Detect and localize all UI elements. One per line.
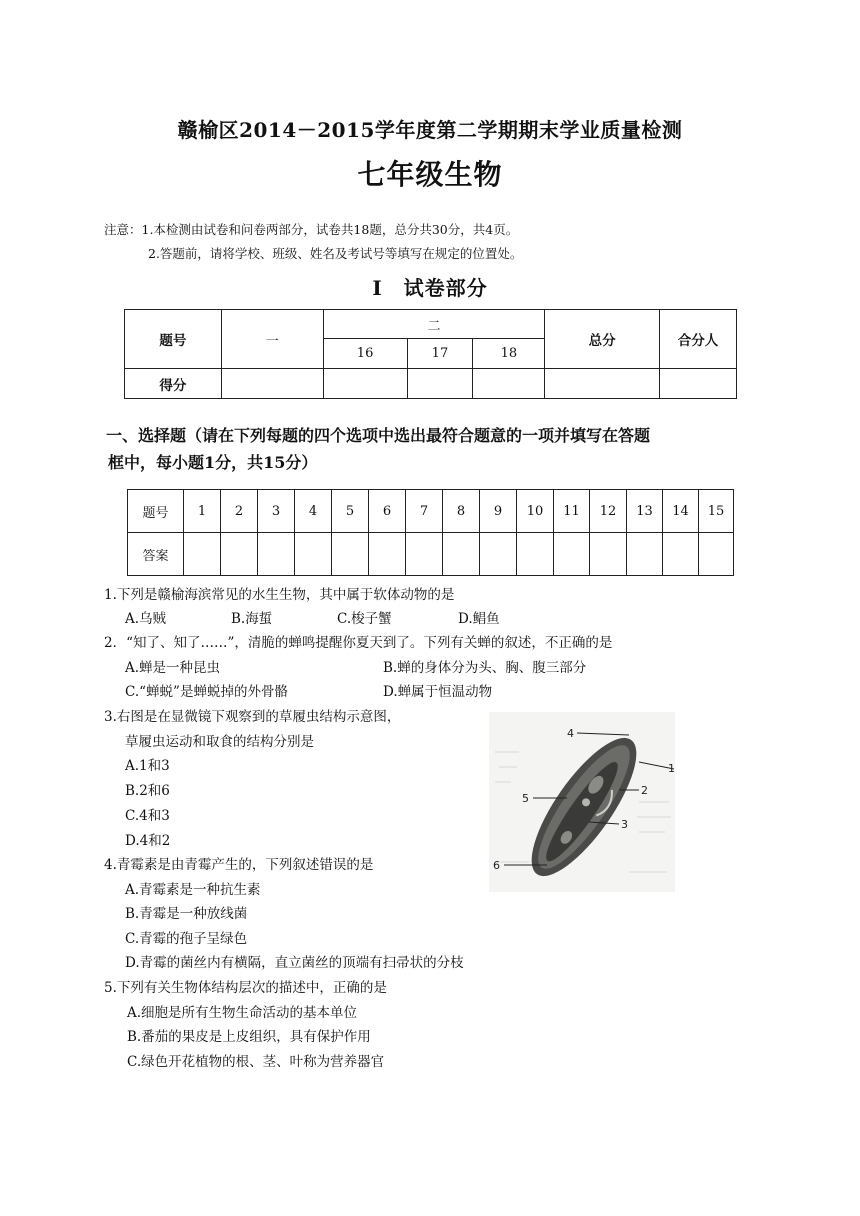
q1-option-a: A.乌贼 (125, 611, 167, 627)
score-subcol: 17 (407, 339, 473, 369)
q3-option-c: C.4和3 (125, 808, 170, 824)
answer-number-14: 14 (663, 490, 699, 533)
q3-option-d: D.4和2 (125, 833, 171, 849)
answer-cell-1[interactable] (184, 533, 221, 576)
score-cell[interactable] (323, 369, 407, 399)
figure-label-1: 1 (668, 762, 675, 775)
notice-line-2: 2.答题前，请将学校、班级、姓名及考试号等填写在规定的位置处。 (148, 246, 523, 261)
answer-cell-13[interactable] (627, 533, 663, 576)
part-title: I 试卷部分 (372, 276, 488, 300)
answer-number-4: 4 (295, 490, 332, 533)
exam-subject: 七年级生物 (357, 158, 503, 191)
answer-cell-10[interactable] (517, 533, 554, 576)
figure-label-5: 5 (522, 792, 529, 805)
answer-number-11: 11 (554, 490, 590, 533)
answer-number-9: 9 (480, 490, 517, 533)
answer-cell-15[interactable] (699, 533, 734, 576)
q4-option-d: D.青霉的菌丝内有横隔，直立菌丝的顶端有扫帚状的分枝 (125, 955, 464, 971)
score-cell[interactable] (545, 369, 660, 399)
q5-option-c: C.绿色开花植物的根、茎、叶称为营养器官 (127, 1054, 385, 1070)
answer-cell-12[interactable] (590, 533, 627, 576)
answer-number-6: 6 (369, 490, 406, 533)
q1-option-b: B.海蜇 (231, 611, 273, 627)
answer-number-2: 2 (221, 490, 258, 533)
score-col-one: 一 (221, 310, 323, 369)
answer-cell-14[interactable] (663, 533, 699, 576)
q4-option-a: A.青霉素是一种抗生素 (125, 882, 261, 898)
section-heading: 一、选择题（请在下列每题的四个选项中选出最符合题意的一项并填写在答题 框中，每小题1分，共15分） (106, 426, 651, 472)
q5-option-b: B.番茄的果皮是上皮组织，具有保护作用 (127, 1029, 371, 1045)
answer-cell-9[interactable] (480, 533, 517, 576)
q4-option-c: C.青霉的孢子呈绿色 (125, 931, 248, 947)
figure-label-6: 6 (493, 859, 500, 872)
answer-cell-8[interactable] (443, 533, 480, 576)
paramecium-figure (489, 712, 675, 892)
answer-number-13: 13 (627, 490, 663, 533)
answer-cell-7[interactable] (406, 533, 443, 576)
q3-option-b: B.2和6 (125, 783, 170, 799)
answer-cell-2[interactable] (221, 533, 258, 576)
q2-option-c: C.“蝉蜕”是蝉蜕掉的外骨骼 (125, 684, 288, 700)
q2-option-a: A.蝉是一种昆虫 (125, 660, 221, 676)
score-col-grader: 合分人 (660, 310, 737, 369)
answer-number-10: 10 (517, 490, 554, 533)
figure-label-3: 3 (621, 818, 628, 831)
score-label-number: 题号 (125, 310, 222, 369)
question-2-stem: 2．“知了、知了……”，清脆的蝉鸣提醒你夏天到了。下列有关蝉的叙述，不正确的是 (104, 635, 613, 651)
answer-number-5: 5 (332, 490, 369, 533)
score-subcol: 18 (473, 339, 545, 369)
answer-label-number: 题号 (128, 490, 184, 533)
q2-option-b: B.蝉的身体分为头、胸、腹三部分 (383, 660, 587, 676)
paramecium-diagram (489, 712, 675, 892)
answer-cell-11[interactable] (554, 533, 590, 576)
answer-number-1: 1 (184, 490, 221, 533)
answer-number-7: 7 (406, 490, 443, 533)
score-table (124, 309, 737, 399)
answer-table (127, 489, 734, 576)
answer-cell-5[interactable] (332, 533, 369, 576)
question-3-stem-1: 3.右图是在显微镜下观察到的草履虫结构示意图， (104, 709, 401, 725)
score-cell[interactable] (473, 369, 545, 399)
answer-number-3: 3 (258, 490, 295, 533)
score-subcol: 16 (323, 339, 407, 369)
figure-label-2: 2 (641, 784, 648, 797)
question-5-stem: 5.下列有关生物体结构层次的描述中，正确的是 (104, 980, 387, 996)
score-label-points: 得分 (125, 369, 222, 399)
exam-title: 赣榆区2014－2015学年度第二学期期末学业质量检测 (177, 118, 683, 142)
answer-label-answer: 答案 (128, 533, 184, 576)
figure-label-4: 4 (567, 727, 574, 740)
q1-option-c: C.梭子蟹 (337, 611, 392, 627)
answer-number-15: 15 (699, 490, 734, 533)
score-col-total: 总分 (545, 310, 660, 369)
question-1-stem: 1.下列是赣榆海滨常见的水生生物，其中属于软体动物的是 (104, 587, 455, 603)
q3-option-a: A.1和3 (125, 758, 170, 774)
score-col-two: 二 (323, 310, 545, 339)
score-cell[interactable] (407, 369, 473, 399)
answer-cell-3[interactable] (258, 533, 295, 576)
question-4-stem: 4.青霉素是由青霉产生的，下列叙述错误的是 (104, 857, 374, 873)
q5-option-a: A.细胞是所有生物生命活动的基本单位 (127, 1005, 358, 1021)
q1-option-d: D.鲳鱼 (458, 611, 500, 627)
question-3-stem-2: 草履虫运动和取食的结构分别是 (125, 734, 314, 750)
score-cell[interactable] (221, 369, 323, 399)
q4-option-b: B.青霉是一种放线菌 (125, 906, 248, 922)
q2-option-d: D.蝉属于恒温动物 (383, 684, 493, 700)
answer-number-8: 8 (443, 490, 480, 533)
answer-cell-6[interactable] (369, 533, 406, 576)
answer-number-12: 12 (590, 490, 627, 533)
notice-line-1: 注意：1.本检测由试卷和问卷两部分，试卷共18题，总分共30分，共4页。 (104, 222, 519, 237)
score-cell[interactable] (660, 369, 737, 399)
answer-cell-4[interactable] (295, 533, 332, 576)
